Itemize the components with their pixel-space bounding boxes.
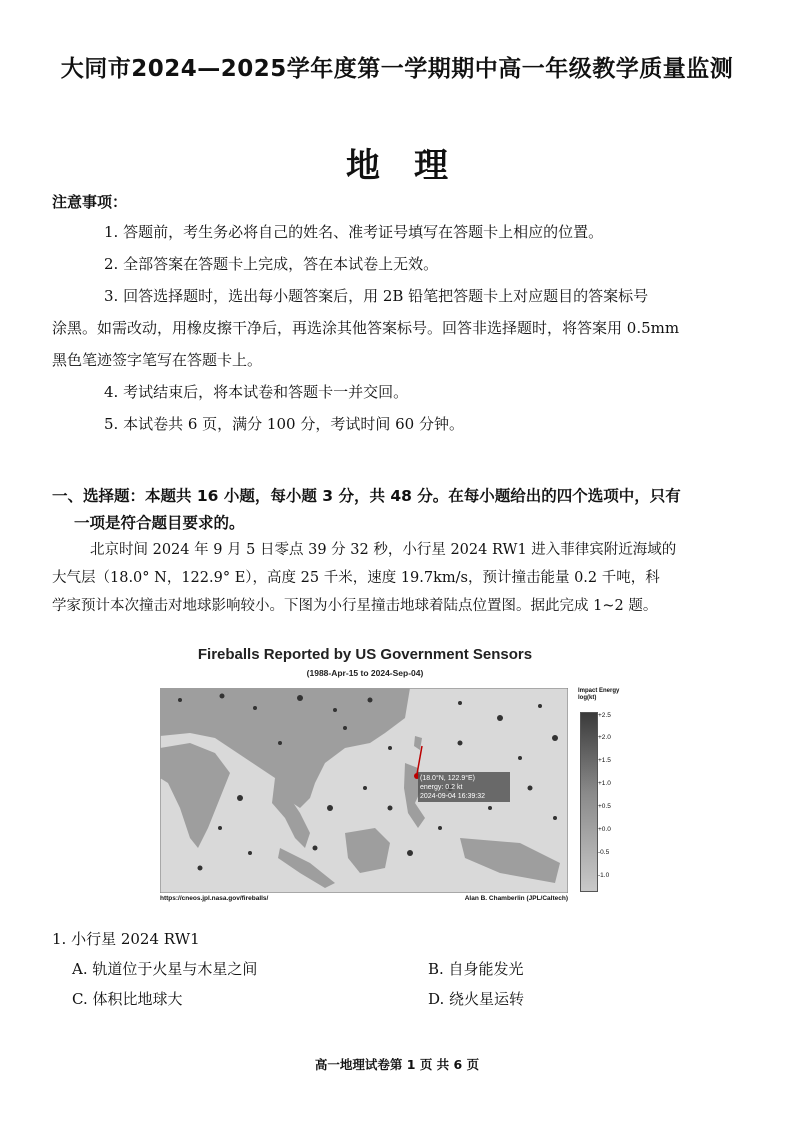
colorbar-tick: +2.0 [598,734,611,741]
option-a[interactable]: A. 轨道位于火星与木星之间 [72,960,258,978]
tooltip-coords: (18.0°N, 122.9°E) [420,775,476,782]
passage-line-2: 大气层（18.0° N，122.9° E），高度 25 千米，速度 19.7km/s，预计撞击能量 0.2 千吨，科 [52,570,660,586]
passage-line-3: 学家预计本次撞击对地球影响较小。下图为小行星撞击地球着陆点位置图。据此完成 1~2 题。 [52,598,658,614]
notice-item-5: 5. 本试卷共 6 页，满分 100 分，考试时间 60 分钟。 [104,415,464,433]
colorbar [580,712,598,892]
colorbar-tick: +2.5 [598,712,611,719]
notice-item-3: 3. 回答选择题时，选出每小题答案后，用 2B 铅笔把答题卡上对应题目的答案标号 [104,287,649,305]
exam-title: 大同市2024—2025学年度第一学期期中高一年级教学质量监测 [60,56,734,82]
figure-credit-author: Alan B. Chamberlin (JPL/Caltech) [464,895,568,902]
question-1-stem: 1. 小行星 2024 RW1 [52,930,200,948]
figure-title: Fireballs Reported by US Government Sensors [197,646,533,663]
notice-heading: 注意事项： [52,193,128,211]
colorbar-tick: +0.5 [598,803,611,810]
notice-item-1: 1. 答题前，考生务必将自己的姓名、准考证号填写在答题卡上相应的位置。 [104,223,604,241]
notice-item-3-cont2: 黑色笔迹签字笔写在答题卡上。 [52,351,263,369]
tooltip-energy: energy: 0.2 kt [420,784,463,791]
section-heading: 一、选择题：本题共 16 小题，每小题 3 分，共 48 分。在每小题给出的四个选项中，只有 [52,487,681,505]
figure-credit-url: https://cneos.jpl.nasa.gov/fireballs/ [160,895,269,902]
colorbar-title: Impact Energy log(kt) [578,688,620,701]
section-heading-cont: 一项是符合题目要求的。 [74,514,245,532]
colorbar-tick: -0.5 [598,849,610,856]
page-footer: 高一地理试卷第 1 页 共 6 页 [314,1057,480,1072]
colorbar-tick: +1.0 [598,780,611,787]
option-c[interactable]: C. 体积比地球大 [72,990,183,1008]
option-d[interactable]: D. 绕火星运转 [428,990,525,1008]
colorbar-tick: +1.5 [598,757,611,764]
colorbar-tick: -1.0 [598,872,610,879]
tooltip-time: 2024-09-04 16:39:32 [420,793,485,800]
figure-subtitle: (1988-Apr-15 to 2024-Sep-04) [306,668,424,678]
colorbar-tick: +0.0 [598,826,611,833]
passage-line-1: 北京时间 2024 年 9 月 5 日零点 39 分 32 秒，小行星 2024 RW1 进入菲律宾附近海域的 [90,542,677,558]
notice-item-2: 2. 全部答案在答题卡上完成，答在本试卷上无效。 [104,255,439,273]
notice-item-3-cont: 涂黑。如需改动，用橡皮擦干净后，再选涂其他答案标号。回答非选择题时，将答案用 0.5mm [52,319,680,337]
impact-tooltip [420,774,485,801]
fireball-map [160,688,568,893]
option-b[interactable]: B. 自身能发光 [428,960,524,978]
subject-title: 地理 [346,146,482,186]
notice-item-4: 4. 考试结束后，将本试卷和答题卡一并交回。 [104,383,409,401]
